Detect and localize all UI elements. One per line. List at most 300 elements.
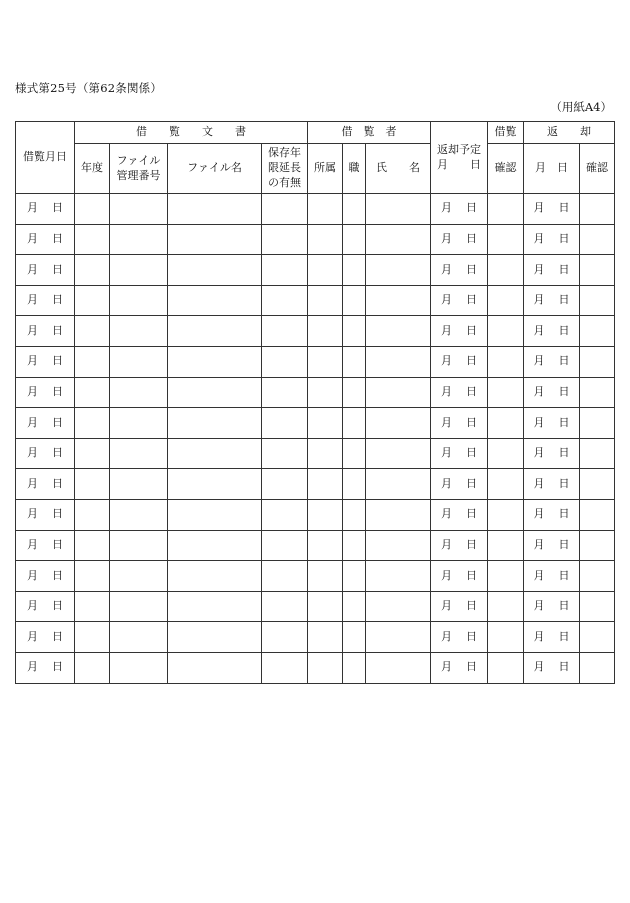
month-label: 月 [27, 507, 38, 521]
month-label: 月 [533, 384, 545, 398]
month-label: 月 [27, 537, 38, 551]
retention-extension-cell[interactable] [262, 652, 308, 683]
month-label: 月 [441, 262, 453, 276]
day-label: 日 [466, 599, 478, 613]
dept-cell[interactable] [308, 285, 343, 316]
retention-extension-cell[interactable] [262, 285, 308, 316]
name-cell[interactable] [366, 255, 431, 286]
file-name-cell[interactable] [168, 622, 262, 653]
position-cell[interactable] [343, 285, 366, 316]
retention-extension-cell[interactable] [262, 255, 308, 286]
day-label: 日 [558, 415, 570, 429]
position-cell[interactable] [343, 499, 366, 530]
file-mgmt-no-cell[interactable] [110, 499, 168, 530]
year-cell[interactable] [75, 346, 110, 377]
return-date-cell[interactable] [524, 591, 580, 622]
day-label: 日 [558, 568, 570, 582]
file-mgmt-no-cell[interactable] [110, 438, 168, 469]
file-mgmt-no-cell[interactable] [110, 622, 168, 653]
month-label: 月 [533, 323, 545, 337]
dept-cell[interactable] [308, 346, 343, 377]
day-label: 日 [466, 660, 478, 674]
lend-confirm-cell[interactable] [488, 408, 524, 439]
retention-extension-cell[interactable] [262, 591, 308, 622]
return-due-date-cell[interactable] [431, 224, 488, 255]
file-name-cell[interactable] [168, 316, 262, 347]
table-row [16, 499, 615, 530]
retention-extension-cell[interactable] [262, 438, 308, 469]
year-cell[interactable] [75, 652, 110, 683]
file-name-cell[interactable] [168, 255, 262, 286]
return-date-cell[interactable] [524, 530, 580, 561]
month-label: 月 [533, 293, 545, 307]
day-label: 日 [466, 568, 478, 582]
day-label: 日 [466, 629, 478, 643]
dept-cell[interactable] [308, 438, 343, 469]
return-date-cell[interactable] [524, 224, 580, 255]
lend-confirm-cell[interactable] [488, 377, 524, 408]
position-cell[interactable] [343, 316, 366, 347]
file-mgmt-no-cell[interactable] [110, 652, 168, 683]
table-row [16, 469, 615, 500]
dept-cell[interactable] [308, 622, 343, 653]
return-confirm-cell[interactable] [580, 561, 615, 592]
retention-extension-cell[interactable] [262, 622, 308, 653]
table-row [16, 194, 615, 225]
borrow-date-cell[interactable] [16, 194, 75, 225]
table-row [16, 224, 615, 255]
retention-extension-cell[interactable] [262, 224, 308, 255]
day-label: 日 [466, 446, 478, 460]
file-mgmt-no-cell[interactable] [110, 316, 168, 347]
file-name-cell[interactable] [168, 346, 262, 377]
borrow-date-cell[interactable] [16, 377, 75, 408]
lending-ledger-table [15, 121, 615, 684]
header-file-mgmt-no [110, 144, 168, 194]
year-cell[interactable] [75, 316, 110, 347]
return-date-cell[interactable] [524, 652, 580, 683]
dept-cell[interactable] [308, 255, 343, 286]
day-label: 日 [52, 231, 63, 245]
header-return-date: 月 日 [524, 144, 580, 194]
day-label: 日 [52, 201, 63, 215]
return-confirm-cell[interactable] [580, 499, 615, 530]
ledger-body [16, 194, 615, 684]
dept-cell[interactable] [308, 316, 343, 347]
file-name-cell[interactable] [168, 224, 262, 255]
borrow-date-cell[interactable] [16, 285, 75, 316]
borrow-date-cell[interactable] [16, 530, 75, 561]
month-label: 月 [441, 293, 453, 307]
header-file-mgmt-no-line2: 管理番号 [116, 168, 161, 182]
file-name-cell[interactable] [168, 194, 262, 225]
month-label: 月 [533, 507, 545, 521]
file-name-cell[interactable] [168, 561, 262, 592]
return-confirm-cell[interactable] [580, 285, 615, 316]
day-label: 日 [466, 323, 478, 337]
table-row [16, 316, 615, 347]
position-cell[interactable] [343, 469, 366, 500]
return-confirm-cell[interactable] [580, 224, 615, 255]
table-row [16, 346, 615, 377]
return-due-date-cell[interactable] [431, 285, 488, 316]
name-cell[interactable] [366, 561, 431, 592]
month-label: 月 [441, 415, 453, 429]
return-confirm-cell[interactable] [580, 194, 615, 225]
retention-extension-cell[interactable] [262, 499, 308, 530]
return-date-cell[interactable] [524, 408, 580, 439]
lend-confirm-cell[interactable] [488, 194, 524, 225]
name-cell[interactable] [366, 316, 431, 347]
name-cell[interactable] [366, 652, 431, 683]
return-due-date-cell[interactable] [431, 499, 488, 530]
month-label: 月 [441, 568, 453, 582]
header-return-confirm: 確認 [580, 144, 615, 194]
year-cell[interactable] [75, 224, 110, 255]
return-confirm-cell[interactable] [580, 377, 615, 408]
return-confirm-cell[interactable] [580, 255, 615, 286]
file-mgmt-no-cell[interactable] [110, 194, 168, 225]
return-due-date-cell[interactable] [431, 622, 488, 653]
year-cell[interactable] [75, 285, 110, 316]
day-label: 日 [466, 201, 478, 215]
month-label: 月 [533, 568, 545, 582]
header-lend-group: 借覧 [488, 122, 524, 144]
lend-confirm-cell[interactable] [488, 255, 524, 286]
file-mgmt-no-cell[interactable] [110, 469, 168, 500]
table-row [16, 561, 615, 592]
return-date-cell[interactable] [524, 622, 580, 653]
year-cell[interactable] [75, 561, 110, 592]
lend-confirm-cell[interactable] [488, 561, 524, 592]
year-cell[interactable] [75, 255, 110, 286]
file-name-cell[interactable] [168, 652, 262, 683]
day-label: 日 [466, 384, 478, 398]
name-cell[interactable] [366, 377, 431, 408]
day-label: 日 [52, 476, 63, 490]
position-cell[interactable] [343, 438, 366, 469]
month-label: 月 [533, 354, 545, 368]
month-label: 月 [441, 599, 453, 613]
form-title: 様式第25号（第62条関係） [15, 81, 163, 95]
lend-confirm-cell[interactable] [488, 622, 524, 653]
lend-confirm-cell[interactable] [488, 652, 524, 683]
table-row [16, 438, 615, 469]
year-cell[interactable] [75, 530, 110, 561]
position-cell[interactable] [343, 622, 366, 653]
dept-cell[interactable] [308, 194, 343, 225]
return-confirm-cell[interactable] [580, 408, 615, 439]
header-file-mgmt-no-line1: ファイル [116, 153, 161, 167]
day-label: 日 [558, 384, 570, 398]
dept-cell[interactable] [308, 224, 343, 255]
month-label: 月 [533, 660, 545, 674]
table-row [16, 591, 615, 622]
day-label: 日 [52, 568, 63, 582]
return-date-cell[interactable] [524, 499, 580, 530]
month-label: 月 [27, 415, 38, 429]
day-label: 日 [52, 293, 63, 307]
file-name-cell[interactable] [168, 499, 262, 530]
file-mgmt-no-cell[interactable] [110, 377, 168, 408]
day-label: 日 [466, 476, 478, 490]
day-label: 日 [558, 354, 570, 368]
day-label: 日 [52, 660, 63, 674]
position-cell[interactable] [343, 255, 366, 286]
lend-confirm-cell[interactable] [488, 438, 524, 469]
name-cell[interactable] [366, 591, 431, 622]
month-label: 月 [441, 660, 453, 674]
position-cell[interactable] [343, 377, 366, 408]
month-label: 月 [27, 293, 38, 307]
table-row [16, 622, 615, 653]
return-date-cell[interactable] [524, 316, 580, 347]
month-label: 月 [441, 507, 453, 521]
dept-cell[interactable] [308, 469, 343, 500]
header-retention-line1: 保存年 [268, 146, 301, 160]
return-confirm-cell[interactable] [580, 346, 615, 377]
return-date-cell[interactable] [524, 346, 580, 377]
day-label: 日 [558, 537, 570, 551]
year-cell[interactable] [75, 408, 110, 439]
day-label: 日 [558, 323, 570, 337]
file-name-cell[interactable] [168, 591, 262, 622]
borrow-date-cell[interactable] [16, 652, 75, 683]
header-file-name: ファイル名 [168, 144, 262, 194]
dept-cell[interactable] [308, 561, 343, 592]
year-cell[interactable] [75, 469, 110, 500]
position-cell[interactable] [343, 530, 366, 561]
file-mgmt-no-cell[interactable] [110, 530, 168, 561]
borrow-date-cell[interactable] [16, 438, 75, 469]
day-label: 日 [52, 354, 63, 368]
file-name-cell[interactable] [168, 377, 262, 408]
month-label: 月 [533, 599, 545, 613]
return-confirm-cell[interactable] [580, 530, 615, 561]
position-cell[interactable] [343, 346, 366, 377]
retention-extension-cell[interactable] [262, 530, 308, 561]
month-label: 月 [441, 446, 453, 460]
header-return-group: 返 却 [524, 122, 615, 144]
lend-confirm-cell[interactable] [488, 499, 524, 530]
name-cell[interactable] [366, 499, 431, 530]
day-label: 日 [52, 415, 63, 429]
table-row [16, 285, 615, 316]
day-label: 日 [466, 262, 478, 276]
return-confirm-cell[interactable] [580, 316, 615, 347]
borrow-date-cell[interactable] [16, 346, 75, 377]
day-label: 日 [466, 293, 478, 307]
month-label: 月 [533, 446, 545, 460]
name-cell[interactable] [366, 224, 431, 255]
table-row [16, 255, 615, 286]
header-retention-line3: の有無 [268, 175, 301, 189]
position-cell[interactable] [343, 224, 366, 255]
year-cell[interactable] [75, 438, 110, 469]
return-confirm-cell[interactable] [580, 469, 615, 500]
file-mgmt-no-cell[interactable] [110, 346, 168, 377]
borrow-date-cell[interactable] [16, 499, 75, 530]
month-label: 月 [441, 231, 453, 245]
header-return-due [431, 122, 488, 194]
file-mgmt-no-cell[interactable] [110, 285, 168, 316]
dept-cell[interactable] [308, 408, 343, 439]
file-mgmt-no-cell[interactable] [110, 408, 168, 439]
return-due-date-cell[interactable] [431, 561, 488, 592]
retention-extension-cell[interactable] [262, 377, 308, 408]
position-cell[interactable] [343, 408, 366, 439]
return-date-cell[interactable] [524, 561, 580, 592]
table-row [16, 652, 615, 683]
name-cell[interactable] [366, 285, 431, 316]
dept-cell[interactable] [308, 377, 343, 408]
day-label: 日 [558, 262, 570, 276]
return-confirm-cell[interactable] [580, 591, 615, 622]
month-label: 月 [441, 201, 453, 215]
position-cell[interactable] [343, 561, 366, 592]
file-name-cell[interactable] [168, 469, 262, 500]
name-cell[interactable] [366, 194, 431, 225]
day-label: 日 [52, 629, 63, 643]
table-row [16, 377, 615, 408]
dept-cell[interactable] [308, 591, 343, 622]
header-year: 年度 [75, 144, 110, 194]
month-label: 月 [27, 446, 38, 460]
lend-confirm-cell[interactable] [488, 346, 524, 377]
year-cell[interactable] [75, 377, 110, 408]
return-due-date-cell[interactable] [431, 346, 488, 377]
month-label: 月 [27, 262, 38, 276]
retention-extension-cell[interactable] [262, 561, 308, 592]
file-name-cell[interactable] [168, 285, 262, 316]
file-mgmt-no-cell[interactable] [110, 224, 168, 255]
header-return-due-date [431, 158, 487, 173]
dept-cell[interactable] [308, 499, 343, 530]
return-confirm-cell[interactable] [580, 438, 615, 469]
return-due-date-cell[interactable] [431, 591, 488, 622]
return-due-date-cell[interactable] [431, 194, 488, 225]
return-due-date-cell[interactable] [431, 316, 488, 347]
month-label: 月 [27, 201, 38, 215]
return-date-cell[interactable] [524, 255, 580, 286]
header-position: 職 [343, 144, 366, 194]
position-cell[interactable] [343, 652, 366, 683]
name-cell[interactable] [366, 622, 431, 653]
dept-cell[interactable] [308, 652, 343, 683]
day-label: 日 [558, 476, 570, 490]
file-mgmt-no-cell[interactable] [110, 591, 168, 622]
file-name-cell[interactable] [168, 408, 262, 439]
retention-extension-cell[interactable] [262, 316, 308, 347]
table-row [16, 530, 615, 561]
name-cell[interactable] [366, 408, 431, 439]
return-date-cell[interactable] [524, 469, 580, 500]
return-date-cell[interactable] [524, 438, 580, 469]
retention-extension-cell[interactable] [262, 469, 308, 500]
position-cell[interactable] [343, 591, 366, 622]
file-name-cell[interactable] [168, 530, 262, 561]
position-cell[interactable] [343, 194, 366, 225]
day-label: 日 [558, 507, 570, 521]
borrow-date-cell[interactable] [16, 591, 75, 622]
return-confirm-cell[interactable] [580, 622, 615, 653]
month-label: 月 [533, 201, 545, 215]
day-label: 日 [558, 201, 570, 215]
day-label: 日 [52, 384, 63, 398]
header-return-due-title: 返却予定 [437, 142, 482, 156]
return-due-date-cell[interactable] [431, 530, 488, 561]
day-label: 日 [558, 660, 570, 674]
day-label: 日 [52, 507, 63, 521]
month-label: 月 [441, 476, 453, 490]
month-label: 月 [533, 415, 545, 429]
day-label: 日 [52, 537, 63, 551]
lend-confirm-cell[interactable] [488, 469, 524, 500]
return-date-cell[interactable] [524, 285, 580, 316]
year-cell[interactable] [75, 591, 110, 622]
month-label: 月 [533, 231, 545, 245]
name-cell[interactable] [366, 469, 431, 500]
file-mgmt-no-cell[interactable] [110, 561, 168, 592]
name-cell[interactable] [366, 346, 431, 377]
file-name-cell[interactable] [168, 438, 262, 469]
return-due-date-cell[interactable] [431, 469, 488, 500]
lend-confirm-cell[interactable] [488, 224, 524, 255]
return-due-date-cell[interactable] [431, 438, 488, 469]
dept-cell[interactable] [308, 530, 343, 561]
lend-confirm-cell[interactable] [488, 316, 524, 347]
day-label: 日 [52, 323, 63, 337]
return-date-cell[interactable] [524, 194, 580, 225]
borrow-date-cell[interactable] [16, 224, 75, 255]
borrow-date-cell[interactable] [16, 469, 75, 500]
month-label: 月 [533, 537, 545, 551]
year-cell[interactable] [75, 622, 110, 653]
name-cell[interactable] [366, 438, 431, 469]
year-cell[interactable] [75, 194, 110, 225]
file-mgmt-no-cell[interactable] [110, 255, 168, 286]
retention-extension-cell[interactable] [262, 194, 308, 225]
day-label: 日 [558, 231, 570, 245]
month-label: 月 [441, 629, 453, 643]
return-date-cell[interactable] [524, 377, 580, 408]
return-confirm-cell[interactable] [580, 652, 615, 683]
borrow-date-cell[interactable] [16, 316, 75, 347]
lend-confirm-cell[interactable] [488, 530, 524, 561]
year-cell[interactable] [75, 499, 110, 530]
retention-extension-cell[interactable] [262, 408, 308, 439]
month-label: 月 [27, 660, 38, 674]
return-due-date-cell[interactable] [431, 408, 488, 439]
name-cell[interactable] [366, 530, 431, 561]
month-label: 月 [441, 354, 453, 368]
return-due-date-cell[interactable] [431, 255, 488, 286]
borrow-date-cell[interactable] [16, 561, 75, 592]
month-label: 月 [27, 476, 38, 490]
retention-extension-cell[interactable] [262, 346, 308, 377]
return-due-date-cell[interactable] [431, 652, 488, 683]
borrow-date-cell[interactable] [16, 622, 75, 653]
lend-confirm-cell[interactable] [488, 285, 524, 316]
borrow-date-cell[interactable] [16, 255, 75, 286]
day-label: 日 [558, 629, 570, 643]
lend-confirm-cell[interactable] [488, 591, 524, 622]
return-due-date-cell[interactable] [431, 377, 488, 408]
day-label: 日 [466, 415, 478, 429]
month-label: 月 [533, 629, 545, 643]
borrow-date-cell[interactable] [16, 408, 75, 439]
month-label: 月 [27, 323, 38, 337]
